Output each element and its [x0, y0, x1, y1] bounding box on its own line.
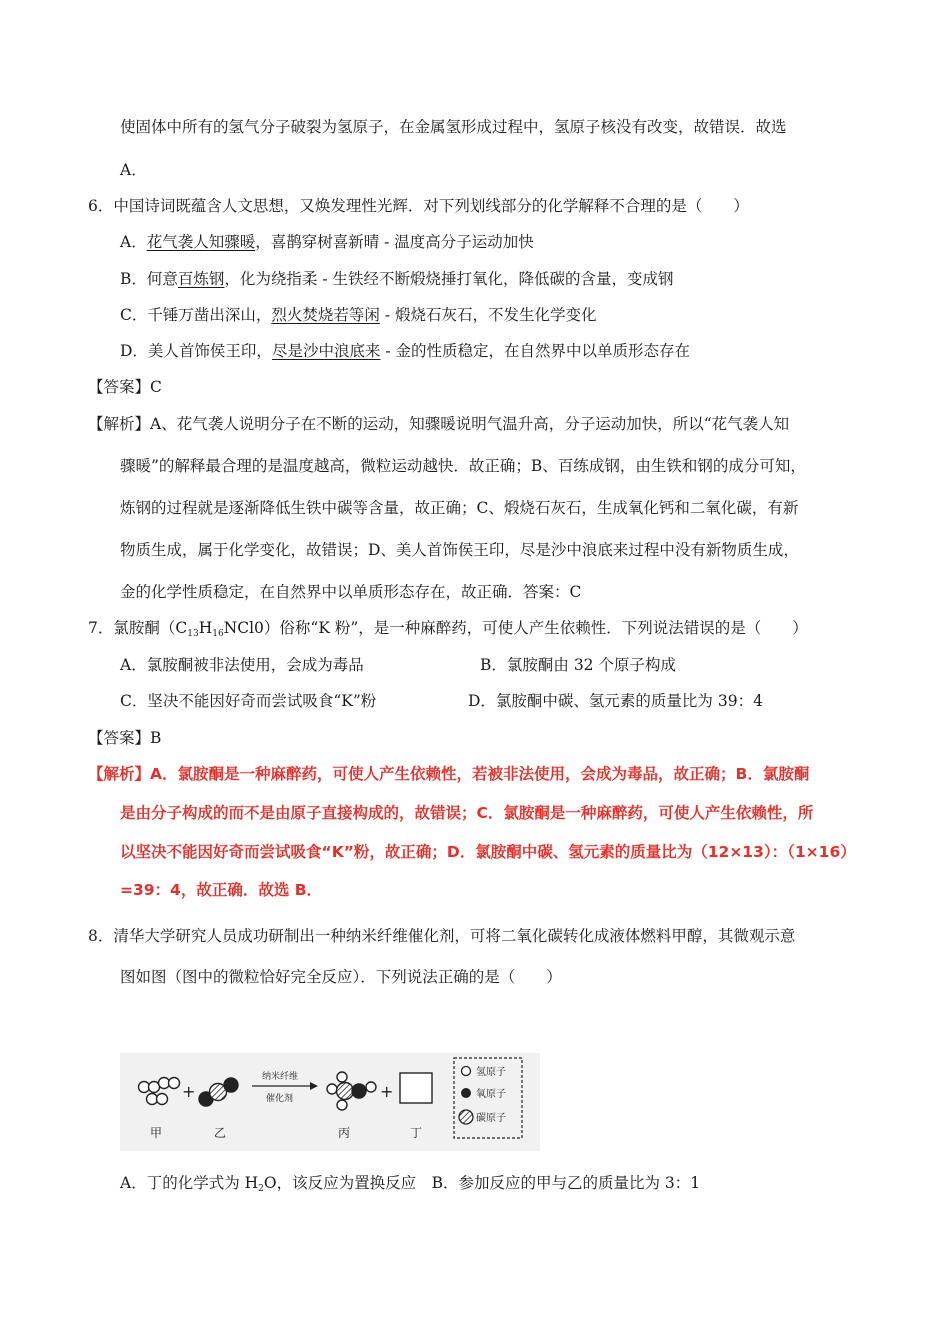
q6-explanation-line: 炼钢的过程就是逐渐降低生铁中碳等含量，故正确；C、煅烧石灰石，生成氧化钙和二氧化碳，有新	[120, 499, 799, 517]
label-yi: 乙	[214, 1126, 227, 1140]
q7-answer: 【答案】B	[88, 729, 162, 747]
label-jia: 甲	[150, 1126, 163, 1140]
q7-stem-post: NCl0）俗称“K 粉”，是一种麻醉药，可使人产生依赖性．下列说法错误的是（ ）	[223, 619, 808, 637]
legend-oxygen: 氧原子	[476, 1089, 506, 1100]
q7-explanation-line: 是由分子构成的而不是由原子直接构成的，故错误；C．氯胺酮是一种麻醉药，可使人产生依赖性，所	[120, 804, 814, 822]
q8-opt-post: O，该反应为置换反应 B．参加反应的甲与乙的质量比为 3：1	[263, 1174, 701, 1192]
q7-explanation-line: =39：4，故正确．故选 B．	[120, 881, 323, 899]
q7-stem-pre: 7．氯胺酮（C	[88, 619, 188, 637]
hydrogen-molecules-group	[139, 1078, 180, 1105]
q7-option-b: B．氯胺酮由 32 个原子构成	[480, 656, 676, 674]
q6-option-b	[120, 269, 674, 289]
q7-explanation-line: 以坚决不能因好奇而尝试吸食“K”粉，故正确；D．氯胺酮中碳、氢元素的质量比为（12×13）：（1×16）	[120, 843, 856, 861]
q6-d-pre: D．美人首饰侯王印，	[120, 342, 272, 360]
q7-h: H	[198, 619, 213, 637]
q6-a-underline: 花气袭人知骤暖	[146, 233, 256, 251]
q7-stem	[88, 618, 808, 644]
q6-b-pre: B．何意	[120, 270, 178, 288]
q6-b-post: ，化为绕指柔 - 生铁经不断煅烧捶打氧化，降低碳的含量，变成钢	[224, 270, 674, 288]
q6-answer: 【答案】C	[88, 378, 162, 396]
q7-explanation-line: 【解析】A．氯胺酮是一种麻醉药，可使人产生依赖性，若被非法使用，会成为毒品，故正确；B．氯胺酮	[88, 765, 810, 783]
q8-options-ab	[120, 1173, 700, 1199]
q6-explanation-line: 【解析】A、花气袭人说明分子在不断的运动，知骤暖说明气温升高，分子运动加快，所以“花气袭人知	[88, 415, 790, 433]
q7-subscript-h: 16	[212, 629, 224, 639]
methanol-molecule	[327, 1072, 376, 1110]
q6-c-underline: 烈火焚烧若等闲	[271, 306, 380, 324]
q6-explanation-line: 物质生成，属于化学变化，故错误；D、美人首饰侯王印，尽是沙中浪底来过程中没有新物质生成，	[120, 541, 799, 559]
label-ding: 丁	[410, 1126, 423, 1140]
reaction-arrow-head-icon	[310, 1082, 318, 1090]
q6-option-d	[120, 341, 690, 361]
catalyst-label-1: 纳米纤维	[262, 1072, 299, 1082]
hydrogen-atom-icon	[462, 1067, 471, 1076]
carbon-atom-icon	[459, 1110, 473, 1124]
q6-d-underline: 尽是沙中浪底来	[271, 342, 381, 360]
plus-sign: +	[380, 1082, 394, 1101]
q6-c-pre: C．千锤万凿出深山，	[120, 306, 272, 324]
co2-molecule	[199, 1078, 238, 1106]
q6-a-pre: A．	[120, 233, 147, 251]
catalyst-label-2: 催化剂	[266, 1094, 294, 1104]
q6-option-a	[120, 232, 534, 252]
q8-stem-cont: 图如图（图中的微粒恰好完全反应）．下列说法正确的是（ ）	[120, 968, 562, 986]
q8-stem: 8．清华大学研究人员成功研制出一种纳米纤维催化剂，可将二氧化碳转化成液体燃料甲醇，其微观示意	[88, 927, 796, 945]
legend-carbon: 碳原子	[476, 1113, 506, 1124]
q7-option-c: C．坚决不能因好奇而尝试吸食“K”粉	[120, 692, 377, 710]
q6-d-post: - 金的性质稳定，在自然界中以单质形态存在	[380, 342, 691, 360]
q6-b-underline: 百炼钢	[177, 270, 225, 288]
q7-option-a: A．氯胺酮被非法使用，会成为毒品	[120, 656, 364, 674]
q8-opt-subscript: 2	[258, 1184, 264, 1194]
q6-a-post: ，喜鹊穿树喜新晴 - 温度高分子运动加快	[255, 233, 534, 251]
prev-explanation-answer: A．	[120, 161, 147, 179]
q7-option-d: D．氯胺酮中碳、氢元素的质量比为 39：4	[468, 692, 763, 710]
q6-explanation-line: 金的化学性质稳定，在自然界中以单质形态存在，故正确．答案：C	[120, 583, 582, 601]
plus-sign: +	[182, 1082, 196, 1101]
oxygen-atom-icon	[461, 1088, 471, 1098]
q6-c-post: - 煅烧石灰石，不发生化学变化	[379, 306, 597, 324]
q8-opt-pre: A．丁的化学式为 H	[120, 1174, 259, 1192]
reaction-diagram	[120, 1053, 540, 1151]
prev-explanation-line: 使固体中所有的氢气分子破裂为氢原子，在金属氢形成过程中，氢原子核没有改变，故错误．故选	[120, 118, 787, 136]
unknown-product-box	[400, 1073, 432, 1103]
reaction-diagram-svg	[120, 1053, 540, 1151]
q6-explanation-line: 骤暖”的解释最合理的是温度越高，微粒运动越快．故正确；B、百练成钢，由生铁和钢的成分可知，	[120, 457, 806, 475]
q6-option-c	[120, 305, 596, 325]
legend-hydrogen: 氢原子	[476, 1067, 506, 1078]
q7-subscript-c: 13	[187, 629, 199, 639]
q6-stem: 6．中国诗词既蕴含人文思想，又焕发理性光辉．对下列划线部分的化学解释不合理的是（ ）	[88, 197, 749, 215]
label-bing: 丙	[338, 1126, 351, 1140]
